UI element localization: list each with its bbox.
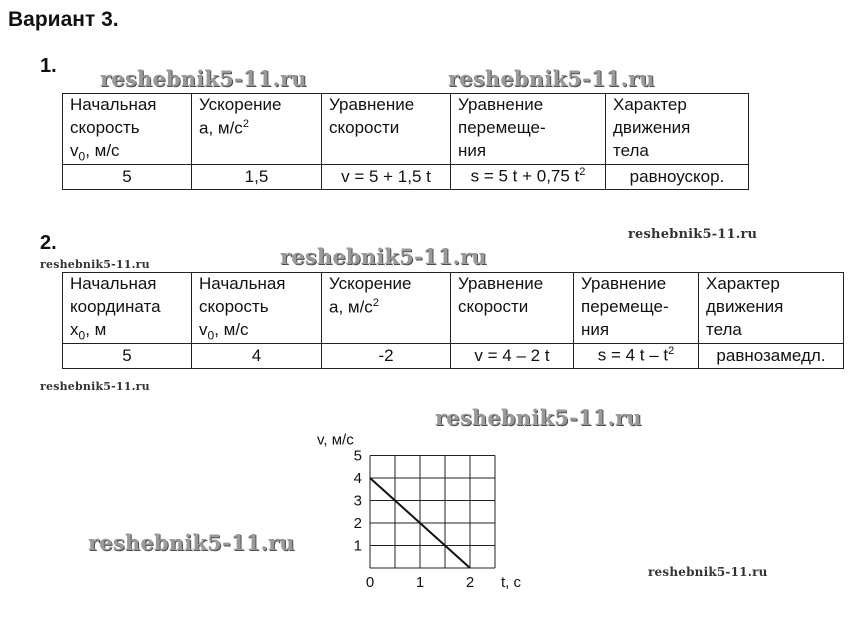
header-motion-type bbox=[606, 94, 749, 165]
task1-number: 1. bbox=[40, 55, 57, 77]
y-tick-label: 4 bbox=[353, 470, 362, 487]
header-text: Начальная bbox=[199, 274, 286, 293]
watermark: reshebnik5-11.ru bbox=[40, 258, 150, 271]
header-text: движения bbox=[706, 296, 784, 316]
header-text: Начальная bbox=[70, 274, 157, 293]
value-acceleration: 1,5 bbox=[192, 165, 322, 190]
graph-ticks bbox=[354, 448, 475, 592]
header-displacement-eq bbox=[451, 94, 606, 165]
watermark: reshebnik5-11.ru bbox=[648, 565, 768, 579]
header-unit: , м bbox=[85, 319, 107, 339]
header-text: перемеще- bbox=[458, 117, 546, 137]
x-tick-label: 2 bbox=[465, 574, 475, 591]
value-initial-coordinate: 5 bbox=[63, 344, 192, 369]
header-displacement-eq bbox=[574, 273, 699, 344]
value-velocity-eq: v = 5 + 1,5 t bbox=[322, 165, 451, 190]
y-tick-label: 1 bbox=[353, 537, 362, 555]
value-velocity-eq: v = 4 – 2 t bbox=[451, 344, 574, 369]
header-text: перемеще- bbox=[581, 296, 669, 316]
header-text: Уравнение bbox=[581, 274, 667, 293]
header-symbol: a, м/с bbox=[199, 118, 243, 138]
header-subscript: 0 bbox=[207, 328, 215, 343]
watermark: reshebnik5-11.ru bbox=[280, 244, 487, 269]
equation-text: s = 4 t – t bbox=[597, 346, 669, 366]
value-motion-type: равноускор. bbox=[606, 165, 749, 190]
header-text: скорость bbox=[199, 296, 269, 316]
header-symbol: x bbox=[70, 319, 79, 339]
header-text: Начальная bbox=[70, 95, 157, 114]
header-initial-speed bbox=[63, 94, 192, 165]
task1-header-row bbox=[63, 94, 749, 165]
header-text: тела bbox=[706, 319, 742, 339]
task2-number: 2. bbox=[40, 232, 57, 254]
header-text: координата bbox=[70, 296, 161, 316]
y-tick-label: 2 bbox=[353, 515, 362, 532]
watermark: reshebnik5-11.ru bbox=[435, 405, 642, 430]
header-initial-speed bbox=[192, 273, 322, 344]
header-text: скорость bbox=[70, 117, 140, 137]
equation-superscript: 2 bbox=[579, 166, 586, 179]
task2-header-row bbox=[63, 273, 844, 344]
header-superscript: 2 bbox=[242, 117, 249, 130]
header-unit: , м/с bbox=[85, 140, 120, 160]
y-tick-label: 3 bbox=[353, 492, 362, 510]
header-symbol: a, м/с bbox=[329, 297, 373, 317]
y-tick-label: 5 bbox=[353, 447, 362, 465]
header-motion-type bbox=[699, 273, 844, 344]
page-title: Вариант 3. bbox=[8, 8, 119, 31]
header-velocity-eq bbox=[451, 273, 574, 344]
x-tick-label: 0 bbox=[365, 574, 375, 591]
task2-values-row bbox=[63, 344, 844, 369]
x-tick-label: 1 bbox=[415, 574, 425, 591]
header-text: ния bbox=[458, 140, 487, 160]
header-text: скорости bbox=[458, 296, 529, 316]
header-initial-coordinate bbox=[63, 273, 192, 344]
header-text: Ускорение bbox=[199, 95, 282, 114]
task1-values-row bbox=[63, 165, 749, 190]
header-acceleration bbox=[322, 273, 451, 344]
value-acceleration: -2 bbox=[322, 344, 451, 369]
header-text: Ускорение bbox=[329, 274, 412, 293]
header-text: Характер bbox=[613, 95, 687, 114]
graph-grid bbox=[370, 456, 495, 569]
task2-table bbox=[62, 272, 844, 369]
watermark: reshebnik5-11.ru bbox=[100, 66, 307, 91]
watermark: reshebnik5-11.ru bbox=[628, 227, 758, 242]
header-symbol: v bbox=[199, 319, 208, 339]
value-initial-speed: 4 bbox=[192, 344, 322, 369]
value-displacement-eq bbox=[451, 165, 606, 190]
header-text: Уравнение bbox=[458, 274, 544, 293]
value-initial-speed: 5 bbox=[63, 165, 192, 190]
header-text: тела bbox=[613, 140, 649, 160]
header-symbol: v bbox=[70, 140, 79, 160]
header-superscript: 2 bbox=[372, 296, 379, 309]
equation-superscript: 2 bbox=[668, 345, 675, 358]
velocity-time-graph bbox=[300, 395, 560, 595]
header-subscript: 0 bbox=[78, 328, 86, 343]
header-text: Уравнение bbox=[458, 95, 544, 114]
equation-text: s = 5 t + 0,75 t bbox=[470, 167, 580, 187]
watermark: reshebnik5-11.ru bbox=[448, 66, 655, 91]
task1-table bbox=[62, 93, 749, 190]
watermark: reshebnik5-11.ru bbox=[88, 530, 295, 555]
value-displacement-eq bbox=[574, 344, 699, 369]
header-text: движения bbox=[613, 117, 691, 137]
y-axis-label: v, м/с bbox=[317, 431, 354, 449]
header-unit: , м/с bbox=[214, 319, 249, 339]
header-text: скорости bbox=[329, 117, 400, 137]
header-velocity-eq bbox=[322, 94, 451, 165]
header-text: ния bbox=[581, 319, 610, 339]
header-text: Уравнение bbox=[329, 95, 415, 114]
header-acceleration bbox=[192, 94, 322, 165]
watermark: reshebnik5-11.ru bbox=[40, 380, 150, 393]
header-text: Характер bbox=[706, 274, 780, 293]
header-subscript: 0 bbox=[78, 149, 86, 164]
x-axis-label: t, c bbox=[501, 574, 522, 591]
value-motion-type: равнозамедл. bbox=[699, 344, 844, 369]
